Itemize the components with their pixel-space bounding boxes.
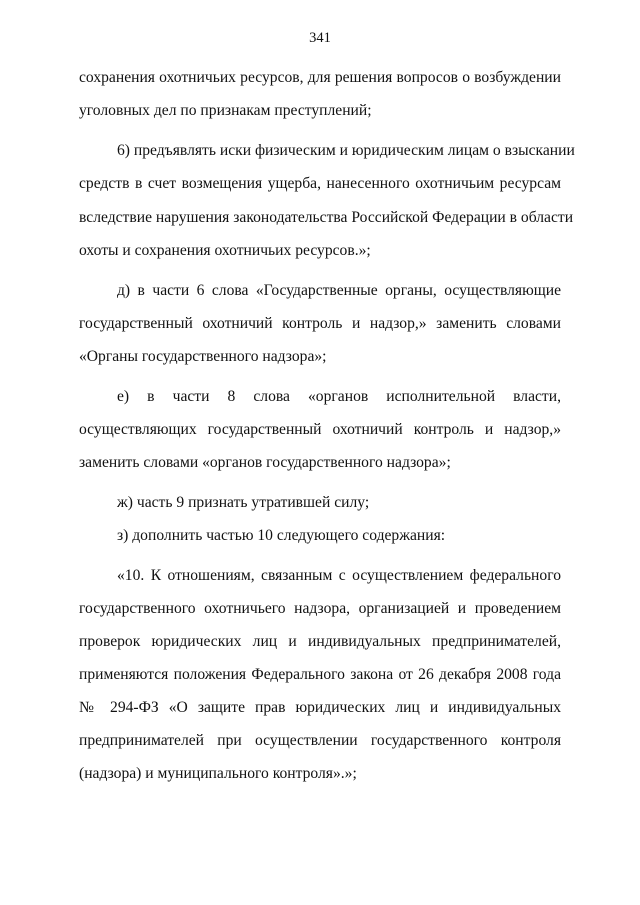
text-line: сохранения охотничьих ресурсов, для решения вопросов о возбуждении: [79, 69, 561, 86]
text-line: охоты и сохранения охотничьих ресурсов.»;: [79, 242, 371, 259]
text-line: применяются положения Федерального закона от 26 декабря 2008 года: [79, 666, 561, 683]
text-line: заменить словами «органов государственного надзора»;: [79, 454, 451, 471]
text-line: предпринимателей при осуществлении государственного контроля: [79, 732, 561, 749]
text-line: е) в части 8 слова «органов исполнительной власти,: [117, 388, 561, 405]
text-line: д) в части 6 слова «Государственные органы, осуществляющие: [117, 282, 561, 299]
text-line: государственного охотничьего надзора, организацией и проведением: [79, 600, 561, 617]
text-line: «Органы государственного надзора»;: [79, 348, 327, 365]
text-line: з) дополнить частью 10 следующего содержания:: [117, 527, 446, 544]
text-line: «10. К отношениям, связанным с осуществлением федерального: [117, 567, 561, 584]
text-line: ж) часть 9 признать утратившей силу;: [117, 494, 370, 511]
page-number: 341: [309, 30, 331, 46]
text-line: 6) предъявлять иски физическим и юридическим лицам о взыскании: [117, 142, 575, 159]
text-line: проверок юридических лиц и индивидуальных предпринимателей,: [79, 633, 561, 650]
text-line: государственный охотничий контроль и надзор,» заменить словами: [79, 315, 561, 332]
text-line: № 294-ФЗ «О защите прав юридических лиц и индивидуальных: [79, 699, 561, 716]
text-line: (надзора) и муниципального контроля».»;: [79, 765, 357, 782]
text-line: средств в счет возмещения ущерба, нанесенного охотничьим ресурсам: [79, 175, 561, 192]
text-line: уголовных дел по признакам преступлений;: [79, 102, 372, 119]
text-line: осуществляющих государственный охотничий контроль и надзор,»: [79, 421, 561, 438]
text-line: вследствие нарушения законодательства Российской Федерации в области: [79, 209, 574, 226]
